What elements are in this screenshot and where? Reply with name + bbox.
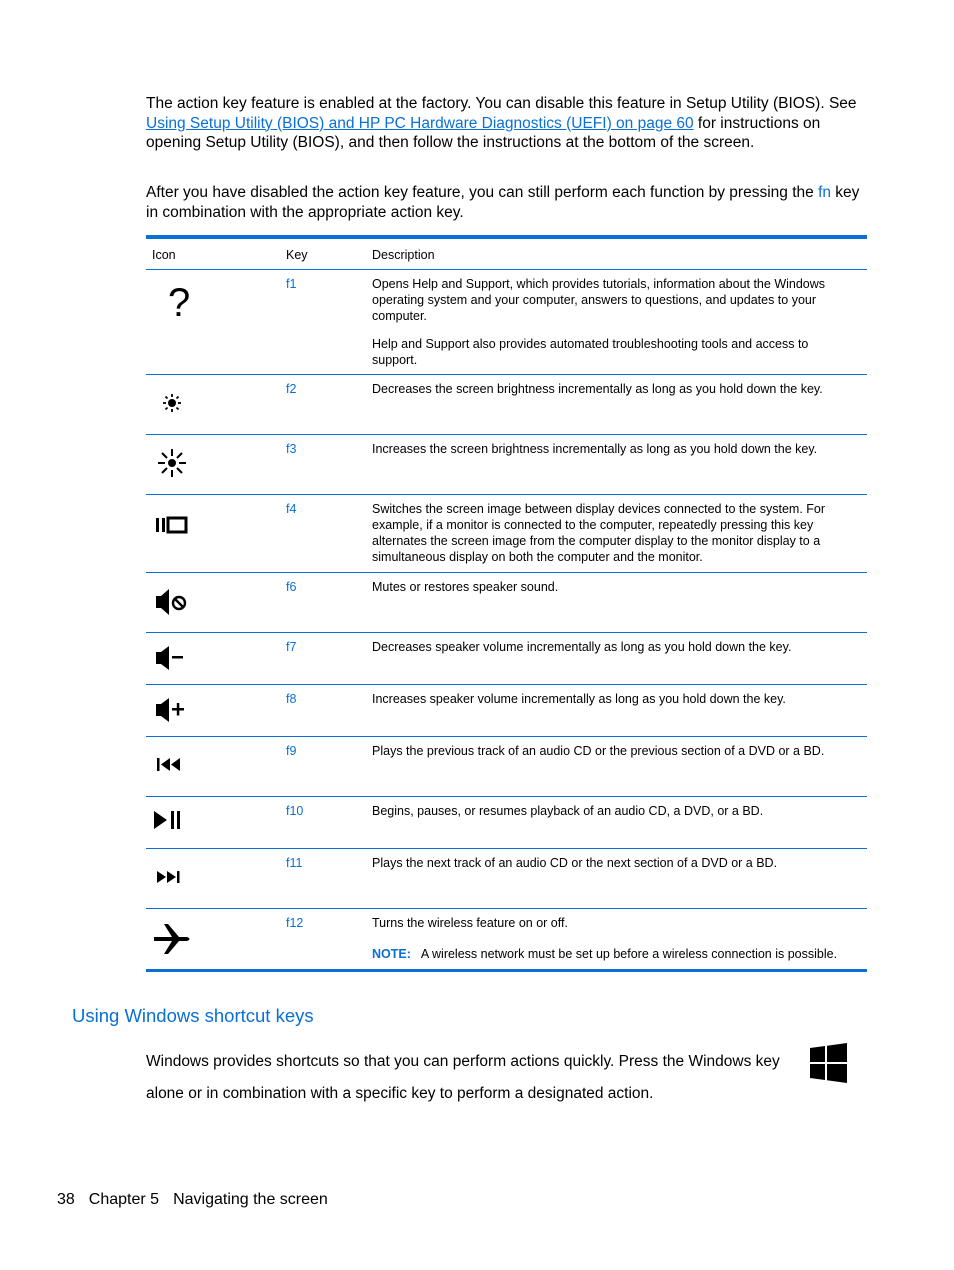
intro-text: After you have disabled the action key feature, you can still perform each function by pressing the (146, 184, 819, 201)
airplane-mode-icon (152, 919, 212, 959)
description-text: Opens Help and Support, which provides tutorials, information about the Windows operating system and your computer, answers to questions, and updates to your computer. (372, 277, 826, 323)
intro-paragraph-1 (146, 94, 861, 153)
key-description: Mutes or restores speaker sound. (372, 580, 559, 594)
help-icon (152, 280, 212, 320)
header-key: Key (286, 248, 308, 262)
chapter-title: Navigating the screen (173, 1191, 328, 1208)
intro-text: key in combination with the appropriate action key. (146, 184, 860, 221)
fn-key-label: fn (818, 184, 831, 201)
key-label: f6 (286, 580, 297, 594)
key-label: f11 (286, 856, 303, 870)
table-header-row (146, 239, 867, 270)
svg-text:?: ? (168, 281, 191, 320)
key-description: Plays the next track of an audio CD or the next section of a DVD or a BD. (372, 856, 778, 870)
page-footer (57, 1191, 342, 1209)
header-description: Description (372, 248, 435, 262)
key-label: f3 (286, 442, 297, 456)
table-row (146, 633, 867, 685)
table-bottom-rule (146, 969, 867, 972)
key-label: f8 (286, 692, 297, 706)
intro-text: The action key feature is enabled at the factory. You can disable this feature in Setup Utility (BIOS). See (146, 95, 857, 112)
page-number: 38 (57, 1191, 75, 1208)
section-paragraph-line-1 (146, 1052, 806, 1072)
play-pause-icon (152, 807, 212, 847)
note-text: A wireless network must be set up before a wireless connection is possible. (420, 947, 838, 961)
key-description (372, 915, 842, 962)
table-row (146, 797, 867, 849)
note (372, 946, 842, 962)
action-key-table (146, 235, 867, 972)
table-row (146, 737, 867, 797)
table-row (146, 685, 867, 737)
header-icon: Icon (152, 248, 176, 262)
section-title: Using Windows shortcut keys (72, 1005, 314, 1026)
key-description: Decreases the screen brightness incrementally as long as you hold down the key. (372, 382, 823, 396)
description-text: Help and Support also provides automated troubleshooting tools and access to support. (372, 337, 809, 367)
chapter-label: Chapter 5 (88, 1191, 160, 1208)
table-row (146, 435, 867, 495)
table-row (146, 375, 867, 435)
mute-icon (152, 583, 212, 623)
intro-paragraph-2 (146, 183, 861, 222)
key-description: Plays the previous track of an audio CD or the previous section of a DVD or a BD. (372, 744, 825, 758)
key-label: f2 (286, 382, 297, 396)
brightness-up-icon (152, 445, 212, 485)
key-label: f4 (286, 502, 297, 516)
note-label: NOTE: (372, 947, 411, 961)
windows-key-icon (810, 1043, 847, 1083)
description-text: Turns the wireless feature on or off. (372, 916, 568, 930)
bios-link[interactable]: Using Setup Utility (BIOS) and HP PC Hardware Diagnostics (UEFI) on page 60 (146, 114, 694, 132)
key-label: f12 (286, 916, 304, 930)
intro-text: for instructions on opening Setup Utility (BIOS), and then follow the instructions at the bottom of the screen. (146, 114, 821, 151)
key-description (372, 276, 842, 380)
table-row (146, 495, 867, 573)
next-track-icon (152, 859, 212, 899)
key-label: f9 (286, 744, 297, 758)
volume-up-icon (152, 695, 212, 735)
key-description: Switches the screen image between display devices connected to the system. For example, if a monitor is connected to the computer, repeatedly pressing this key alternates the screen image from the computer display to the monitor display to a simultaneous display on both the computer and the monitor. (372, 502, 826, 564)
key-label: f1 (286, 277, 297, 291)
table-row (146, 270, 867, 375)
key-label: f7 (286, 640, 297, 654)
brightness-down-icon (152, 385, 212, 425)
table-row (146, 909, 867, 969)
volume-down-icon (152, 643, 212, 683)
table-row (146, 849, 867, 909)
key-label: f10 (286, 804, 304, 818)
section-text: Windows provides shortcuts so that you can perform actions quickly. Press the Windows key (146, 1053, 780, 1070)
previous-track-icon (152, 747, 212, 787)
key-description: Begins, pauses, or resumes playback of an audio CD, a DVD, or a BD. (372, 804, 764, 818)
table-row (146, 573, 867, 633)
section-text: alone or in combination with a specific key to perform a designated action. (146, 1085, 654, 1102)
key-description: Decreases speaker volume incrementally as long as you hold down the key. (372, 640, 792, 654)
display-switch-icon (152, 505, 212, 545)
key-description: Increases the screen brightness incrementally as long as you hold down the key. (372, 442, 818, 456)
section-paragraph-line-2 (146, 1084, 861, 1104)
key-description: Increases speaker volume incrementally as long as you hold down the key. (372, 692, 786, 706)
